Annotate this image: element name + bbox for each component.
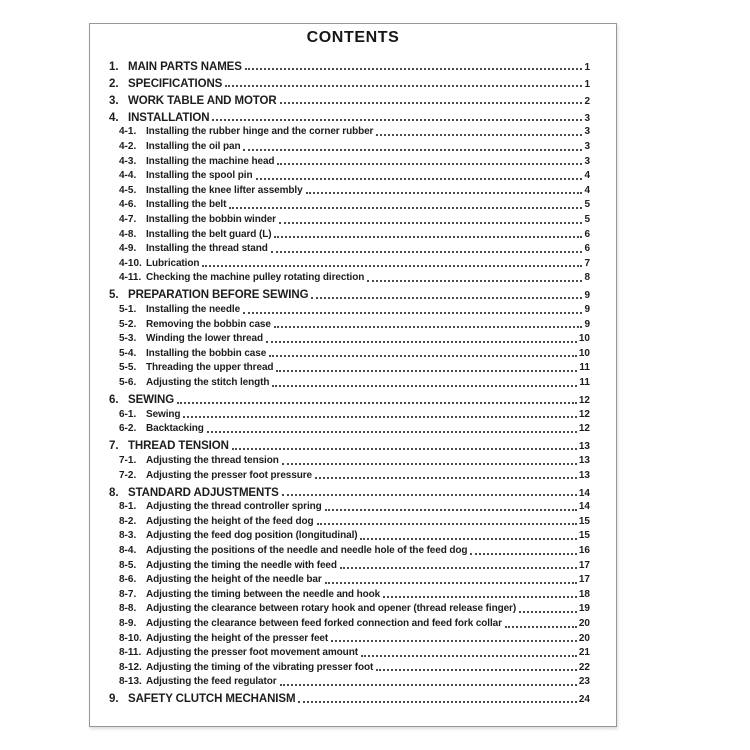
- toc-entry-label: Installing the belt guard (L): [146, 228, 272, 240]
- toc-entry-label: Installing the bobbin case: [146, 347, 267, 359]
- toc-entry-number: 8-12.: [119, 661, 142, 673]
- toc-entry-page: 20: [578, 617, 590, 629]
- toc-entry-number: 4-4.: [119, 170, 137, 182]
- toc-entry: [109, 213, 590, 228]
- toc-entry-page: 5: [584, 199, 590, 211]
- toc-entry-number: 8-10.: [119, 632, 142, 644]
- toc-entry: [109, 422, 590, 437]
- toc-entry: [109, 376, 590, 391]
- dotted-leader: [361, 655, 577, 657]
- toc-entry-page: 15: [578, 530, 590, 542]
- toc-entry-number: 6-2.: [119, 423, 137, 435]
- toc-entry: [109, 303, 590, 318]
- toc-entry-label: Backtacking: [146, 423, 204, 435]
- toc-entry-number: 5-5.: [119, 362, 137, 374]
- contents-sheet: [89, 23, 617, 727]
- toc-entry: [109, 94, 590, 109]
- toc-entry-number: 8-5.: [119, 559, 137, 571]
- toc-entry-page: 16: [578, 545, 590, 556]
- dotted-leader: [470, 553, 576, 555]
- toc-entry-label: Installing the bobbin winder: [146, 213, 276, 225]
- toc-entry-label: Sewing: [146, 408, 181, 420]
- page-title: CONTENTS: [306, 29, 400, 46]
- toc-entry-page: 21: [578, 647, 590, 659]
- toc-entry: [109, 632, 590, 647]
- dotted-leader: [325, 582, 577, 584]
- toc-entry-number: 5-1.: [119, 304, 137, 315]
- toc-entry: [109, 439, 590, 454]
- dotted-leader: [256, 178, 583, 180]
- toc-entry-page: 3: [584, 155, 590, 167]
- toc-entry-label: Removing the bobbin case: [146, 318, 271, 330]
- dotted-leader: [282, 463, 577, 465]
- toc-entry-number: 2.: [109, 77, 119, 90]
- toc-entry-page: 24: [578, 694, 590, 706]
- toc-entry: [109, 646, 590, 661]
- toc-entry-page: 23: [578, 676, 590, 688]
- toc-entry: [109, 588, 590, 603]
- toc-entry-number: 8-11.: [119, 647, 142, 659]
- toc-entry-label: Adjusting the presser foot movement amount: [146, 647, 358, 659]
- toc-entry-page: 12: [578, 395, 590, 407]
- toc-entry-label: THREAD TENSION: [128, 440, 229, 453]
- toc-entry-number: 8-1.: [119, 501, 137, 513]
- toc-entry-label: Lubrication: [146, 257, 200, 269]
- toc-entry-label: Adjusting the height of the presser feet: [146, 632, 329, 644]
- toc-entry-number: 8-2.: [119, 515, 137, 527]
- toc-entry: [109, 184, 590, 199]
- toc-entry-label: Adjusting the thread controller spring: [146, 501, 322, 513]
- toc-entry-label: STANDARD ADJUSTMENTS: [128, 486, 279, 499]
- toc-entry-page: 3: [584, 140, 590, 152]
- toc-entry-page: 2: [584, 95, 590, 107]
- toc-entry-page: 11: [579, 376, 590, 388]
- toc-entry: [109, 271, 590, 286]
- toc-entry-page: 14: [578, 487, 590, 499]
- dotted-leader: [269, 355, 577, 357]
- toc-entry-page: 7: [584, 257, 590, 269]
- toc-entry-number: 4-2.: [119, 140, 137, 152]
- dotted-leader: [331, 640, 577, 642]
- toc-entry: [109, 332, 590, 347]
- dotted-leader: [315, 477, 577, 479]
- dotted-leader: [207, 431, 577, 433]
- dotted-leader: [245, 68, 583, 70]
- toc-entry-label: MAIN PARTS NAMES: [128, 60, 242, 73]
- dotted-leader: [277, 163, 582, 165]
- toc-entry-page: 17: [578, 574, 590, 586]
- toc-entry: [109, 544, 590, 559]
- toc-entry-number: 7-2.: [119, 469, 137, 481]
- toc-entry-number: 8-13.: [119, 676, 142, 688]
- dotted-leader: [376, 669, 577, 671]
- toc-entry-number: 8-3.: [119, 530, 137, 542]
- dotted-leader: [271, 251, 583, 253]
- toc-entry: [109, 408, 590, 423]
- toc-entry-page: 3: [584, 112, 590, 124]
- toc-entry-page: 4: [584, 184, 590, 196]
- toc-entry-label: Adjusting the stitch length: [146, 376, 270, 388]
- toc-entry-page: 8: [584, 272, 590, 284]
- toc-entry-label: Installing the machine head: [146, 155, 275, 167]
- toc-entry-label: Adjusting the thread tension: [146, 454, 279, 466]
- toc-entry: [109, 228, 590, 243]
- toc-entry: [109, 573, 590, 588]
- toc-entry-label: Installing the needle: [146, 304, 241, 315]
- toc-entry-label: Adjusting the height of the feed dog: [146, 515, 314, 527]
- toc-entry-number: 4-9.: [119, 243, 137, 255]
- toc-entry-label: SEWING: [128, 394, 175, 407]
- toc-entry-page: 22: [578, 661, 590, 673]
- toc-entry-label: INSTALLATION: [128, 111, 210, 124]
- toc-entry-page: 10: [578, 333, 590, 345]
- toc-entry-number: 6-1.: [119, 408, 137, 420]
- toc-entry-page: 3: [584, 126, 590, 138]
- toc-entry-page: 13: [578, 441, 590, 453]
- toc-entry-number: 5.: [109, 289, 119, 302]
- toc-entry: [109, 529, 590, 544]
- toc-entry-page: 5: [584, 213, 590, 225]
- toc-entry: [109, 454, 590, 469]
- toc-entry-number: 8-6.: [119, 574, 137, 586]
- dotted-leader: [280, 102, 583, 104]
- toc-entry: [109, 198, 590, 213]
- toc-entry: [109, 347, 590, 362]
- toc-entry-page: 12: [578, 408, 590, 420]
- dotted-leader: [266, 341, 577, 343]
- toc-entry-page: 4: [584, 170, 590, 182]
- toc-entry-page: 18: [578, 588, 590, 600]
- toc-entry-number: 4-3.: [119, 155, 137, 167]
- dotted-leader: [177, 402, 577, 404]
- toc-entry: [109, 60, 590, 75]
- toc-entry-label: Adjusting the feed dog position (longitudinal): [146, 530, 358, 542]
- toc-entry: [109, 140, 590, 155]
- toc-entry-label: PREPARATION BEFORE SEWING: [128, 289, 309, 302]
- toc-entry-label: Installing the spool pin: [146, 170, 253, 182]
- toc-entry-page: 10: [578, 347, 590, 359]
- dotted-leader: [282, 494, 577, 496]
- toc-entry: [109, 169, 590, 184]
- toc-entry: [109, 77, 590, 92]
- toc-entry-number: 8-4.: [119, 545, 137, 556]
- toc-entry-label: Adjusting the clearance between rotary hook and opener (thread release finger): [146, 603, 517, 615]
- toc-entry-label: Winding the lower thread: [146, 333, 263, 345]
- dotted-leader: [225, 85, 582, 87]
- toc-entry-number: 8-7.: [119, 588, 137, 600]
- toc-entry-page: 17: [578, 559, 590, 571]
- dotted-leader: [311, 297, 582, 299]
- toc-entry-label: Adjusting the timing between the needle and hook: [146, 588, 381, 600]
- toc-entry: [109, 486, 590, 501]
- toc-entry-number: 5-3.: [119, 333, 137, 345]
- dotted-leader: [367, 280, 582, 282]
- toc-entry-page: 11: [579, 362, 590, 374]
- toc-entry-page: 14: [578, 501, 590, 513]
- dotted-leader: [279, 222, 582, 224]
- toc-entry-label: Installing the thread stand: [146, 243, 268, 255]
- toc-entry-number: 6.: [109, 394, 119, 407]
- toc-entry: [109, 469, 590, 484]
- toc-entry-number: 8-9.: [119, 617, 137, 629]
- toc-entry: [109, 242, 590, 257]
- toc-entry-label: WORK TABLE AND MOTOR: [128, 94, 277, 107]
- toc-entry: [109, 617, 590, 632]
- dotted-leader: [274, 236, 582, 238]
- toc-entry-number: 8-8.: [119, 603, 137, 615]
- dotted-leader: [383, 596, 577, 598]
- toc-entry: [109, 155, 590, 170]
- toc-entry: [109, 559, 590, 574]
- toc-entry-label: Adjusting the timing of the vibrating presser foot: [146, 661, 374, 673]
- toc-entry: [109, 125, 590, 140]
- dotted-leader: [272, 385, 577, 387]
- dotted-leader: [376, 134, 582, 136]
- toc-entry-number: 4-7.: [119, 213, 137, 225]
- toc-entry-label: Adjusting the height of the needle bar: [146, 574, 322, 586]
- toc-entry: [109, 675, 590, 690]
- toc-entry-number: 5-2.: [119, 318, 137, 330]
- toc-entry: [109, 361, 590, 376]
- toc-entry-label: Adjusting the positions of the needle and needle hole of the feed dog: [146, 545, 468, 556]
- toc-entry-number: 4.: [109, 111, 119, 124]
- dotted-leader: [232, 448, 577, 450]
- toc-entry-number: 7-1.: [119, 454, 137, 466]
- dotted-leader: [229, 207, 582, 209]
- toc-entry-label: Adjusting the timing the needle with feed: [146, 559, 337, 571]
- toc-entry-number: 1.: [109, 60, 119, 73]
- dotted-leader: [298, 701, 576, 703]
- toc-entry: [109, 318, 590, 333]
- dotted-leader: [276, 370, 577, 372]
- toc-entry-page: 20: [578, 632, 590, 644]
- toc-entry-label: Adjusting the clearance between feed forked connection and feed fork collar: [146, 617, 502, 629]
- toc-entry-page: 9: [584, 304, 590, 315]
- table-of-contents: [109, 57, 590, 707]
- toc-entry-number: 4-11.: [119, 272, 142, 284]
- toc-entry-label: SPECIFICATIONS: [128, 77, 223, 90]
- toc-entry: [109, 288, 590, 303]
- toc-entry-label: Installing the knee lifter assembly: [146, 184, 303, 196]
- toc-entry-page: 19: [578, 603, 590, 615]
- dotted-leader: [317, 523, 577, 525]
- toc-entry-label: Checking the machine pulley rotating direction: [146, 272, 365, 284]
- dotted-leader: [360, 538, 576, 540]
- dotted-leader: [280, 684, 577, 686]
- toc-entry-number: 4-10.: [119, 257, 142, 269]
- toc-entry-number: 4-6.: [119, 199, 137, 211]
- toc-entry-page: 1: [584, 61, 590, 73]
- toc-entry-page: 13: [578, 469, 590, 481]
- toc-entry-page: 6: [584, 228, 590, 240]
- toc-entry: [109, 602, 590, 617]
- toc-entry-label: Installing the belt: [146, 199, 227, 211]
- toc-entry-number: 7.: [109, 440, 119, 453]
- toc-entry-number: 9.: [109, 693, 119, 706]
- toc-entry-label: SAFETY CLUTCH MECHANISM: [128, 693, 296, 706]
- toc-entry-label: Threading the upper thread: [146, 362, 274, 374]
- toc-entry-page: 13: [578, 454, 590, 466]
- toc-entry-number: 4-8.: [119, 228, 137, 240]
- dotted-leader: [505, 626, 577, 628]
- toc-entry: [109, 692, 590, 707]
- toc-entry-number: 4-5.: [119, 184, 137, 196]
- toc-entry: [109, 111, 590, 126]
- dotted-leader: [202, 265, 582, 267]
- toc-entry: [109, 500, 590, 515]
- toc-entry: [109, 393, 590, 408]
- toc-entry-number: 5-6.: [119, 376, 137, 388]
- toc-entry: [109, 661, 590, 676]
- toc-entry-page: 1: [584, 78, 590, 90]
- dotted-leader: [183, 416, 576, 418]
- toc-entry-label: Adjusting the presser foot pressure: [146, 469, 312, 481]
- toc-entry-label: Installing the oil pan: [146, 140, 241, 152]
- dotted-leader: [243, 312, 582, 314]
- toc-entry-page: 15: [578, 515, 590, 527]
- toc-entry: [109, 515, 590, 530]
- toc-entry: [109, 257, 590, 272]
- toc-entry-number: 5-4.: [119, 347, 137, 359]
- toc-entry-page: 9: [584, 318, 590, 330]
- toc-entry-label: Adjusting the feed regulator: [146, 676, 277, 688]
- dotted-leader: [274, 326, 583, 328]
- dotted-leader: [243, 149, 582, 151]
- dotted-leader: [212, 119, 582, 121]
- dotted-leader: [306, 192, 583, 194]
- dotted-leader: [519, 611, 577, 613]
- toc-entry-label: Installing the rubber hinge and the corner rubber: [146, 126, 374, 138]
- dotted-leader: [325, 509, 577, 511]
- toc-entry-number: 3.: [109, 94, 119, 107]
- dotted-leader: [340, 567, 577, 569]
- toc-entry-page: 9: [584, 290, 590, 302]
- toc-entry-page: 12: [578, 423, 590, 435]
- toc-entry-page: 6: [584, 243, 590, 255]
- toc-entry-number: 4-1.: [119, 126, 137, 138]
- toc-entry-number: 8.: [109, 486, 119, 499]
